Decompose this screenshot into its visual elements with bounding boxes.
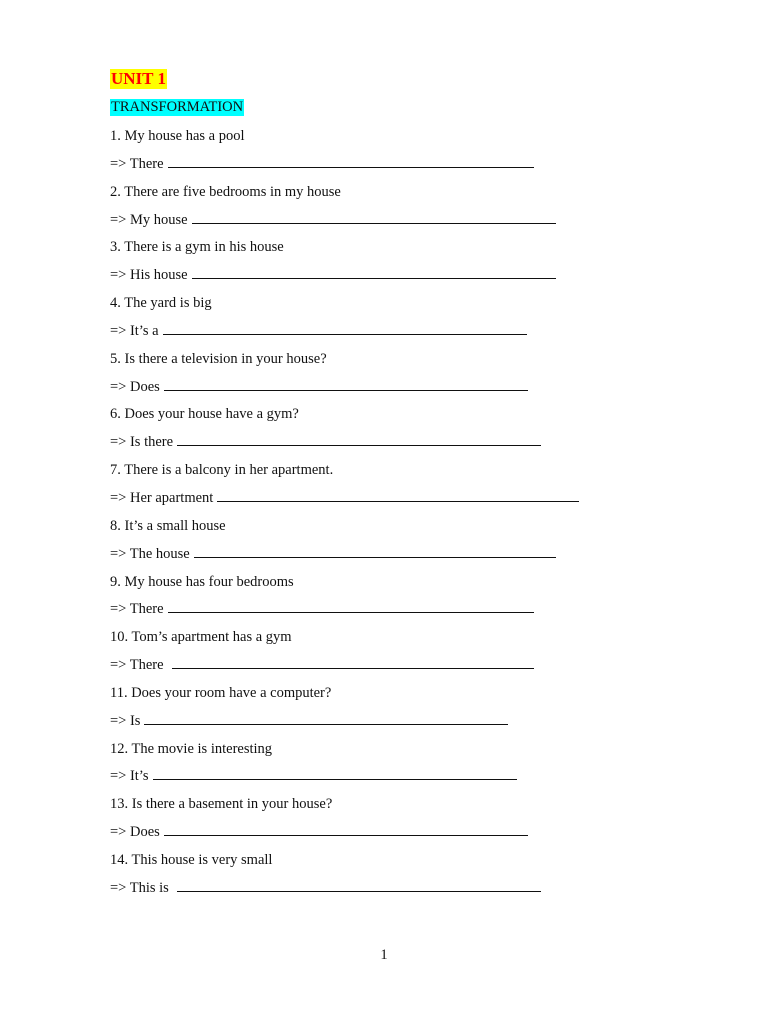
answer-line [110,599,730,627]
answer-blank[interactable] [177,432,541,446]
answer-blank[interactable] [144,711,508,725]
answer-blank[interactable] [172,655,534,669]
exercise-prompt: 2. There are five bedrooms in my house [110,183,341,200]
answer-start: => This is [110,879,169,896]
answer-blank[interactable] [153,766,517,780]
exercise-prompt: 4. The yard is big [110,295,212,312]
exercise-prompt: 7. There is a balcony in her apartment. [110,462,334,479]
answer-line [110,544,730,572]
answer-blank[interactable] [163,321,527,335]
answer-start: => Is there [110,434,174,451]
exercise-prompt: 6. Does your house have a gym? [110,406,299,423]
answer-line [110,766,730,794]
answer-start: => Does [110,378,160,395]
answer-line [110,265,730,293]
answer-line [110,878,730,906]
answer-line [110,321,730,349]
exercise-prompt: 12. The movie is interesting [110,740,273,757]
exercise-prompt: 10. Tom’s apartment has a gym [110,629,292,646]
answer-blank[interactable] [192,265,556,279]
answer-blank[interactable] [192,210,556,224]
answer-blank[interactable] [177,878,541,892]
answer-start: => Her apartment [110,489,214,506]
answer-blank[interactable] [194,544,556,558]
exercise-prompt: 11. Does your room have a computer? [110,684,332,701]
answer-start: => It’s a [110,322,159,339]
answer-line [110,377,730,405]
unit-title: UNIT 1 [111,69,166,88]
answer-start: => Does [110,824,160,841]
answer-start: => There [110,657,164,674]
answer-line [110,488,730,516]
answer-line [110,432,730,460]
answer-start: => There [110,601,164,618]
exercise-prompt: 1. My house has a pool [110,128,245,144]
answer-blank[interactable] [217,488,579,502]
page-number: 1 [380,947,388,963]
answer-start: => There [110,155,164,172]
answer-start: => His house [110,267,188,284]
section-title: TRANSFORMATION [111,99,244,115]
exercise-prompt: 9. My house has four bedrooms [110,573,294,590]
answer-line [110,822,730,850]
answer-blank[interactable] [168,154,534,168]
exercise-prompt: 14. This house is very small [110,851,273,868]
answer-start: => It’s [110,768,149,785]
answer-start: => The house [110,545,190,562]
answer-line [110,655,730,683]
exercise-prompt: 3. There is a gym in his house [110,239,284,256]
answer-blank[interactable] [168,599,534,613]
exercise-prompt: 13. Is there a basement in your house? [110,796,333,813]
answer-start: => Is [110,712,141,729]
exercise-list [110,126,730,906]
answer-blank[interactable] [164,822,528,836]
answer-line [110,711,730,739]
exercise-prompt: 5. Is there a television in your house? [110,350,327,367]
answer-line [110,154,730,182]
answer-line [110,210,730,238]
exercise-prompt: 8. It’s a small house [110,517,226,534]
answer-start: => My house [110,211,188,228]
answer-blank[interactable] [164,377,528,391]
